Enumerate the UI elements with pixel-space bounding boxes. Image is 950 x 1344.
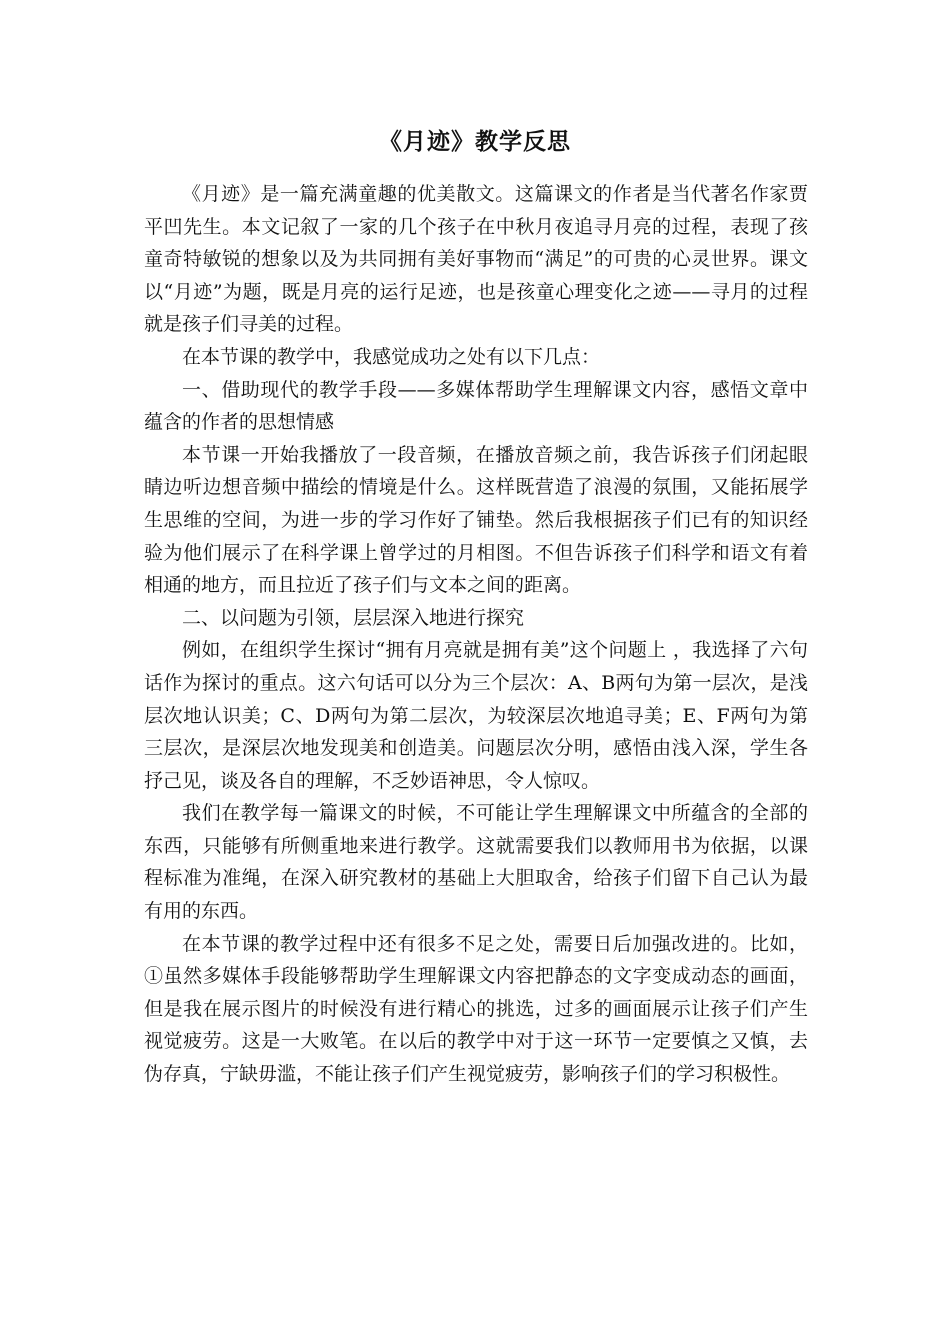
paragraph-point-two-heading: 二、以问题为引领，层层深入地进行探究 <box>182 606 525 629</box>
paragraph-intro: 《月迹》是一篇充满童趣的优美散文。这篇课文的作者是当代著名作家贾平凹先生。本文记叙了一家的几个孩子在中秋月夜追寻月亮的过程，表现了孩童奇特敏锐的想象以及为共同拥有美好事物而“满足”的可贵的心灵世界。课文以“月迹”为题，既是月亮的运行足迹，也是孩童心理变化之迹——寻月的过程就是孩子们寻美的过程。 <box>144 183 808 336</box>
paragraph-point-one-heading: 一、借助现代的教学手段——多媒体帮助学生理解课文内容，感悟文章中蕴含的作者的思想情感 <box>144 378 808 434</box>
paragraph-shortcomings: 在本节课的教学过程中还有很多不足之处，需要日后加强改进的。比如，①虽然多媒体手段能够帮助学生理解课文内容把静态的文字变成动态的画面，但是我在展示图片的时候没有进行精心的挑选，过多的画面展示让孩子们产生视觉疲劳。这是一大败笔。在以后的教学中对于这一环节一定要慎之又慎，去伪存真，宁缺毋滥，不能让孩子们产生视觉疲劳，影响孩子们的学习积极性。 <box>144 932 808 1086</box>
paragraph-point-two-detail: 例如，在组织学生探讨“拥有月亮就是拥有美”这个问题上 ，我选择了六句话作为探讨的重点。这六句话可以分为三个层次：A、B两句为第一层次，是浅层次地认识美；C、D两句为第二层次，为较深层次地追寻美；E、F两句为第三层次，是深层次地发现美和创造美。问题层次分明，感悟由浅入深，学生各抒己见，谈及各自的理解，不乏妙语神思，令人惊叹。 <box>144 639 808 792</box>
document-body <box>144 178 808 1091</box>
paragraph-teaching-focus: 我们在教学每一篇课文的时候，不可能让学生理解课文中所蕴含的全部的东西，只能够有所侧重地来进行教学。这就需要我们以教师用书为依据，以课程标准为准绳，在深入研究教材的基础上大胆取舍，给孩子们留下自己认为最有用的东西。 <box>144 802 808 923</box>
paragraph-point-one-detail: 本节课一开始我播放了一段音频，在播放音频之前，我告诉孩子们闭起眼睛边听边想音频中描绘的情境是什么。这样既营造了浪漫的氛围，又能拓展学生思维的空间，为进一步的学习作好了铺垫。然后我根据孩子们已有的知识经验为他们展示了在科学课上曾学过的月相图。不但告诉孩子们科学和语文有着相通的地方，而且拉近了孩子们与文本之间的距离。 <box>144 443 808 597</box>
paragraph-success-summary: 在本节课的教学中，我感觉成功之处有以下几点： <box>182 345 601 368</box>
document-title: 《月迹》教学反思 <box>379 129 571 155</box>
